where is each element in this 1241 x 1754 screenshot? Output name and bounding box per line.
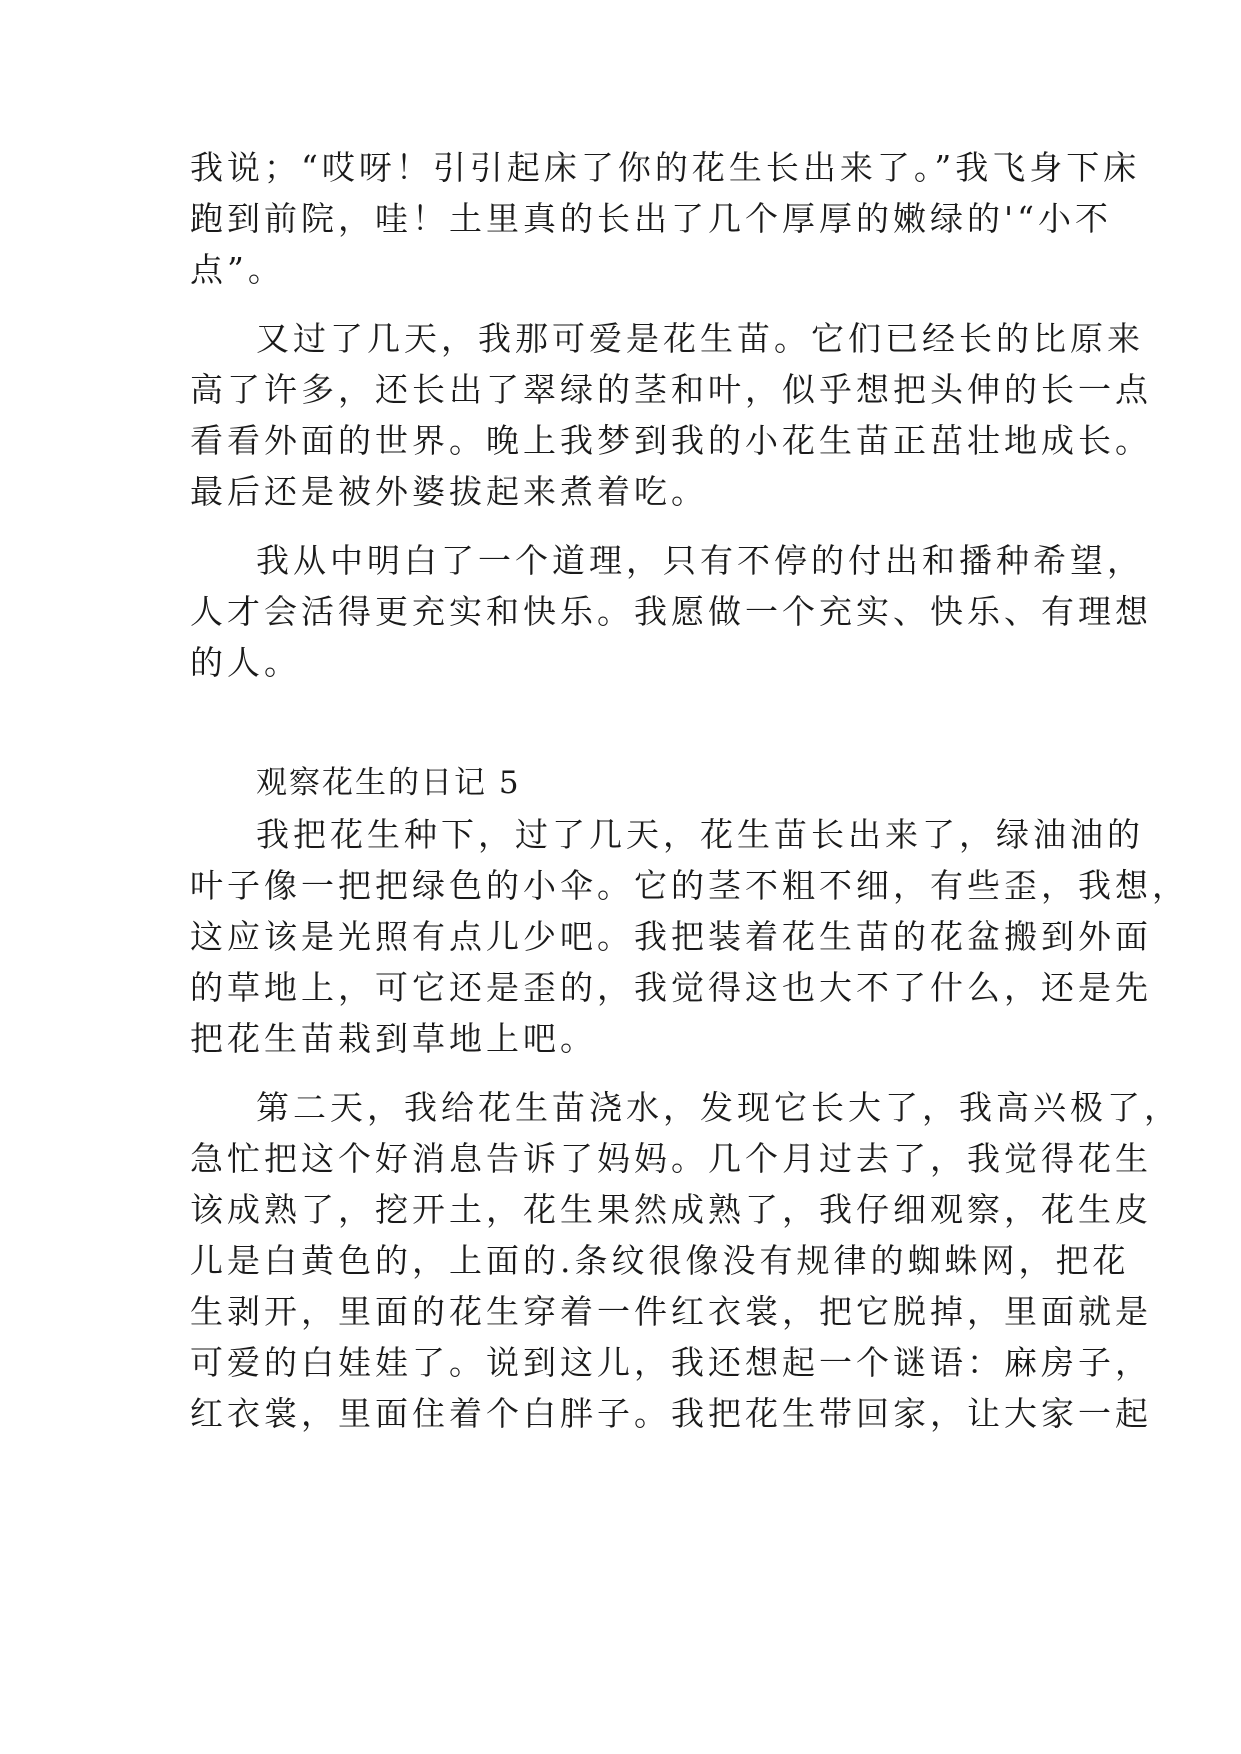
text-line: 把花生苗栽到草地上吧。 xyxy=(190,1019,597,1058)
text-line: 该成熟了，挖开土，花生果然成熟了，我仔细观察，花生皮 xyxy=(190,1190,1152,1229)
text-line: 儿是白黄色的，上面的.条纹很像没有规律的蜘蛛网，把花 xyxy=(190,1241,1130,1280)
text-line: 跑到前院，哇！土里真的长出了几个厚厚的嫩绿的'“小不 xyxy=(190,199,1112,238)
text-line: 生剥开，里面的花生穿着一件红衣裳，把它脱掉，里面就是 xyxy=(190,1292,1152,1331)
text-line: 的草地上，可它还是歪的，我觉得这也大不了什么，还是先 xyxy=(190,968,1152,1007)
text-line: 叶子像一把把绿色的小伞。它的茎不粗不细，有些歪，我想， xyxy=(190,866,1189,905)
section-heading: 观察花生的日记 5 xyxy=(256,765,521,801)
text-line: 红衣裳，里面住着个白胖子。我把花生带回家，让大家一起 xyxy=(190,1394,1152,1433)
text-line: 我把花生种下，过了几天，花生苗长出来了，绿油油的 xyxy=(256,815,1144,854)
text-line: 看看外面的世界。晚上我梦到我的小花生苗正茁壮地成长。 xyxy=(190,421,1152,460)
text-line: 我说；“哎呀！引引起床了你的花生长出来了。”我飞身下床 xyxy=(190,148,1141,187)
text-line: 人才会活得更充实和快乐。我愿做一个充实、快乐、有理想 xyxy=(190,592,1152,631)
text-line: 又过了几天，我那可爱是花生苗。它们已经长的比原来 xyxy=(256,319,1144,358)
text-line: 高了许多，还长出了翠绿的茎和叶，似乎想把头伸的长一点 xyxy=(190,370,1152,409)
text-line: 点”。 xyxy=(190,250,285,289)
text-line: 第二天，我给花生苗浇水，发现它长大了，我高兴极了， xyxy=(256,1088,1181,1127)
text-line: 急忙把这个好消息告诉了妈妈。几个月过去了，我觉得花生 xyxy=(190,1139,1152,1178)
text-line: 可爱的白娃娃了。说到这儿，我还想起一个谜语：麻房子， xyxy=(190,1343,1152,1382)
text-line: 这应该是光照有点儿少吧。我把装着花生苗的花盆搬到外面 xyxy=(190,917,1152,956)
text-line: 我从中明白了一个道理，只有不停的付出和播种希望， xyxy=(256,541,1144,580)
text-line: 最后还是被外婆拔起来煮着吃。 xyxy=(190,472,708,511)
text-line: 的人。 xyxy=(190,643,301,682)
